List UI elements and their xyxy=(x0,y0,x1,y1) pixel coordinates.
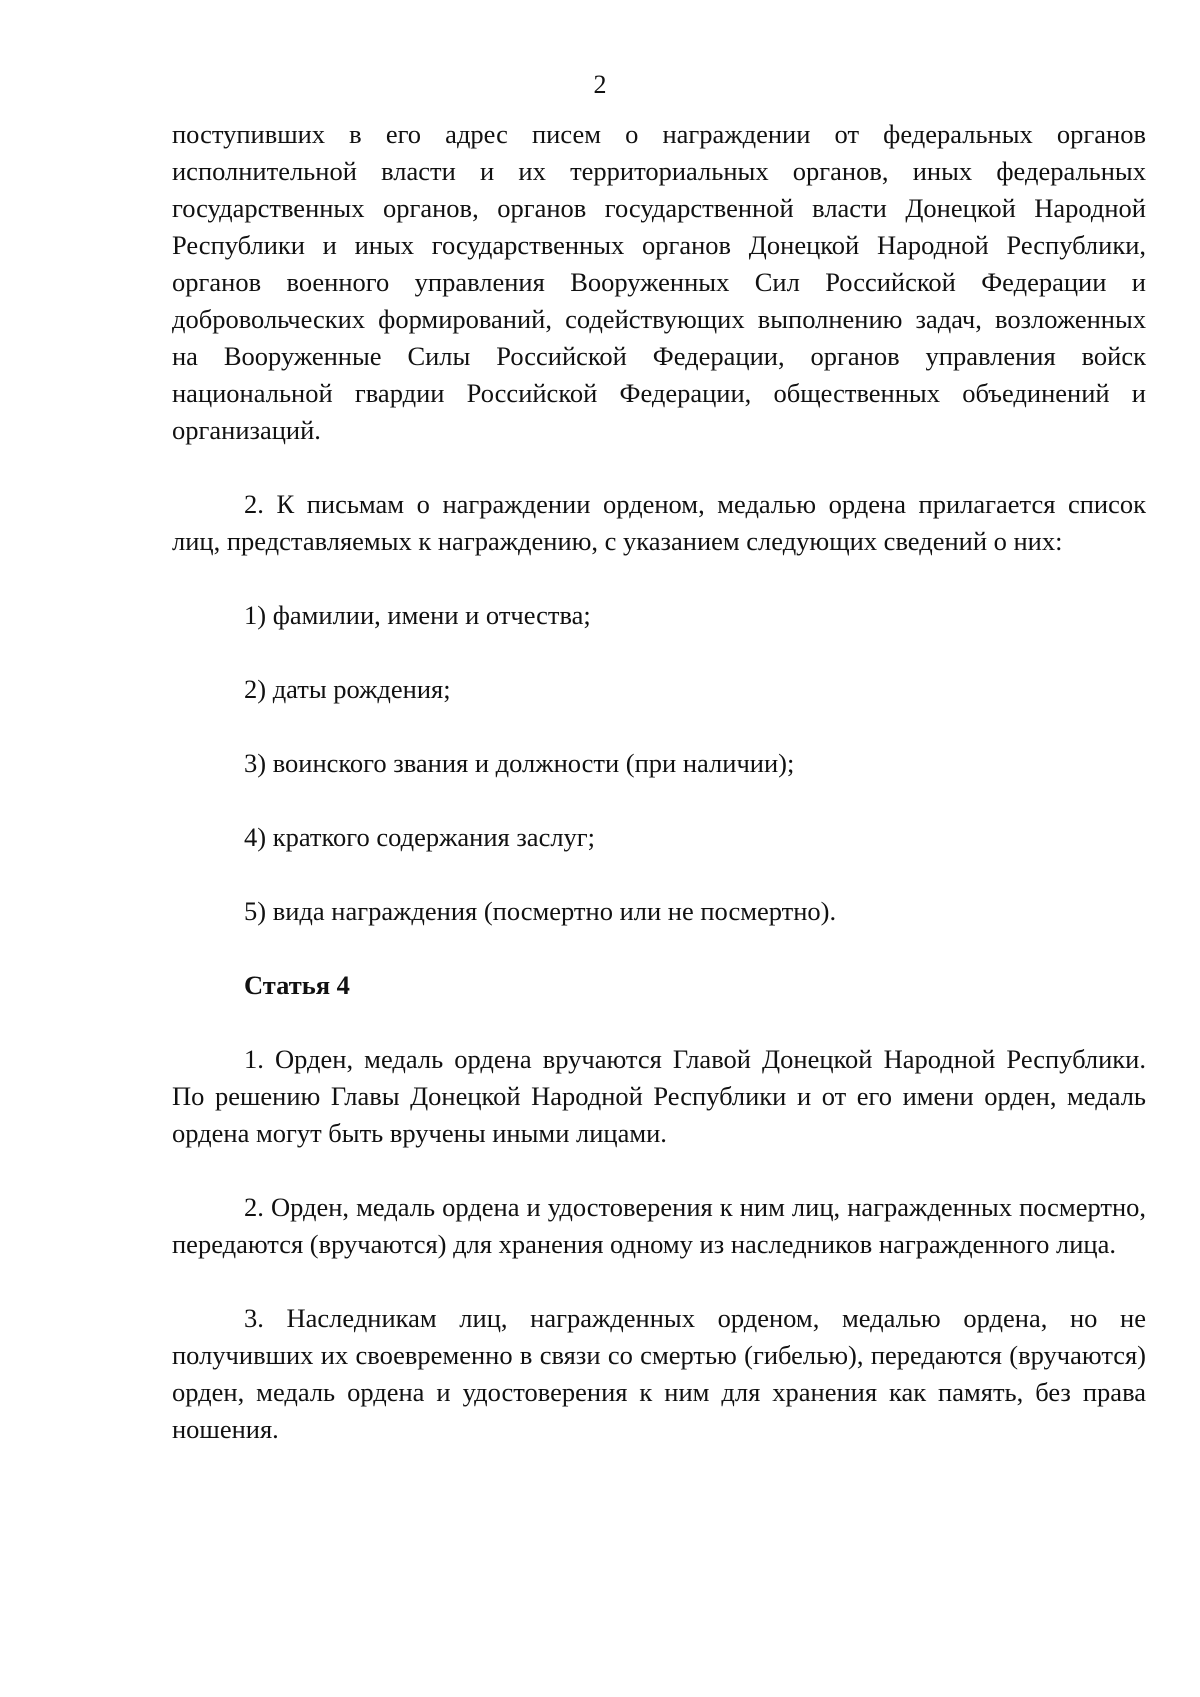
spacer xyxy=(172,708,1146,745)
spacer xyxy=(172,634,1146,671)
list-item-4: 4) краткого содержания заслуг; xyxy=(244,822,596,852)
list-item-5: 5) вида награждения (посмертно или не посмертно). xyxy=(244,896,837,926)
spacer xyxy=(172,449,1146,486)
spacer xyxy=(172,930,1146,967)
spacer xyxy=(172,1152,1146,1189)
list-item-2: 2) даты рождения; xyxy=(244,674,451,704)
document-body xyxy=(172,116,1146,1448)
article-heading: Статья 4 xyxy=(244,970,350,1000)
page-number: 2 xyxy=(593,70,607,99)
article-4-paragraph-1: 1. Орден, медаль ордена вручаются Главой Донецкой Народной Республики. По решению Главы Донецкой Народной Республики и от его имени орден, медаль ордена могут быть вручены иными лицами. xyxy=(172,1044,1146,1148)
paragraph-2: 2. К письмам о награждении орденом, медалью ордена прилагается список лиц, представляемых к награждению, с указанием следующих сведений о них: xyxy=(172,489,1146,556)
list-item-1: 1) фамилии, имени и отчества; xyxy=(244,600,591,630)
list-item-3: 3) воинского звания и должности (при наличии); xyxy=(244,748,795,778)
spacer xyxy=(172,782,1146,819)
spacer xyxy=(172,856,1146,893)
intro-paragraph: поступивших в его адрес писем о награждении от федеральных органов исполнительной власти и их территориальных органов, иных федеральных государственных органов, органов государственной власти Донецкой Народной Республики и иных государственных органов Донецкой Народной Республики, органов военного управления Вооруженных Сил Российской Федерации и добровольческих формирований, содействующих выполнению задач, возложенных на Вооруженные Силы Российской Федерации, органов управления войск национальной гвардии Российской Федерации, общественных объединений и организаций. xyxy=(172,119,1146,445)
spacer xyxy=(172,1263,1146,1300)
article-4-paragraph-2: 2. Орден, медаль ордена и удостоверения к ним лиц, награжденных посмертно, передаются (вручаются) для хранения одному из наследников награжденного лица. xyxy=(172,1192,1146,1259)
spacer xyxy=(172,1004,1146,1041)
spacer xyxy=(172,560,1146,597)
article-4-paragraph-3: 3. Наследникам лиц, награжденных орденом, медалью ордена, но не получивших их своевременно в связи со смертью (гибелью), передаются (вручаются) орден, медаль ордена и удостоверения к ним для хранения как память, без права ношения. xyxy=(172,1303,1146,1444)
